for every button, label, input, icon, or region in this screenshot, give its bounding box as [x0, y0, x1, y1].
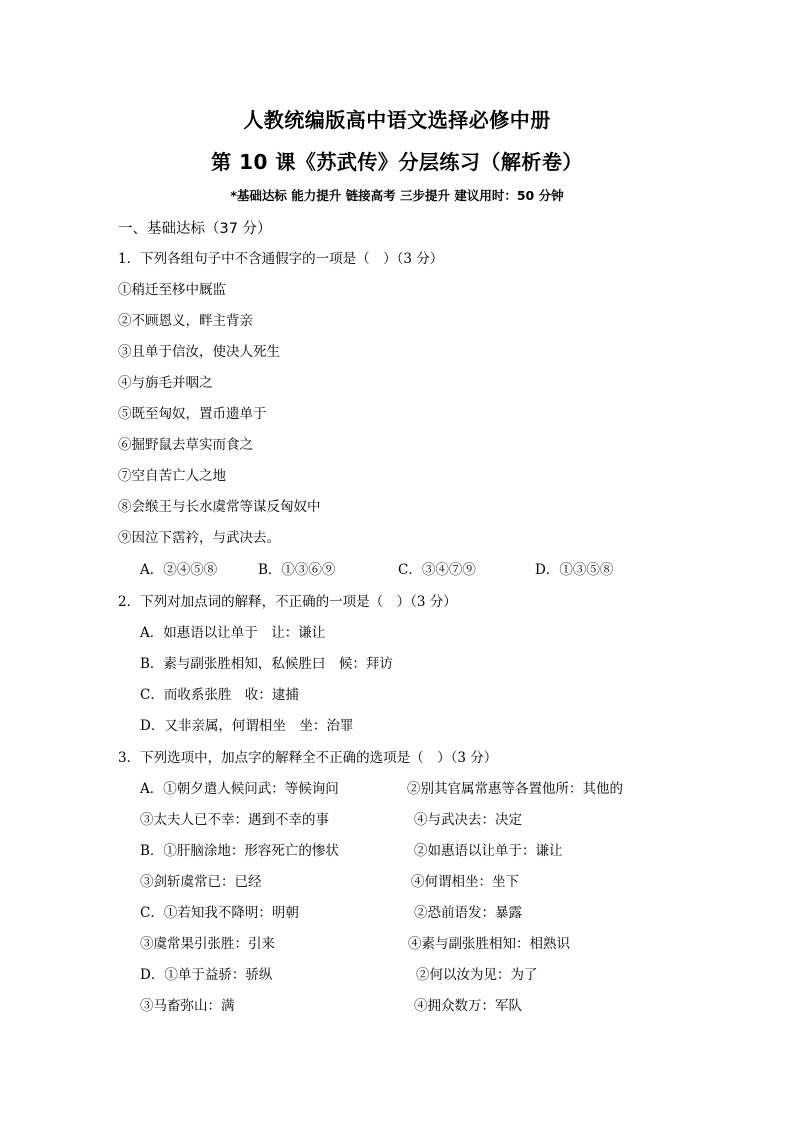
- option-row-left: A．①朝夕遣人候问武：等候询问: [140, 781, 339, 797]
- option-row-left: ③马畜弥山：满: [140, 998, 235, 1014]
- option-d: D．①③⑤⑧: [535, 562, 614, 578]
- option-row-left: ③虞常果引张胜：引来: [140, 936, 275, 952]
- option-row-right: ④素与副张胜相知：相熟识: [408, 936, 570, 952]
- list-item: ①稍迁至栘中厩监: [118, 282, 226, 298]
- option-row-right: ②别其官属常惠等各置他所：其他的: [407, 781, 623, 797]
- question-2-stem: 2．下列对加点词的解释，不正确的一项是（ ）（3 分）: [118, 594, 457, 610]
- option-row-left: ③太夫人已不幸：遇到不幸的事: [140, 812, 329, 828]
- list-item: ③且单于信汝，使决人死生: [118, 344, 280, 360]
- option-c: C．③④⑦⑨: [398, 562, 476, 578]
- option-c: C．而收系张胜 收：逮捕: [140, 687, 299, 703]
- question-3-stem: 3．下列选项中，加点字的解释全不正确的选项是（ ）（3 分）: [118, 750, 498, 766]
- document-tagline: *基础达标 能力提升 链接高考 三步提升 建议用时：50 分钟: [230, 188, 564, 203]
- option-row-right: ②恐前语发：暴露: [414, 905, 522, 921]
- list-item: ⑤既至匈奴，置币遗单于: [118, 406, 267, 422]
- option-row-right: ②何以汝为见：为了: [416, 967, 538, 983]
- option-row-right: ④与武决去：决定: [414, 812, 522, 828]
- list-item: ②不顾恩义，畔主背亲: [118, 313, 253, 329]
- section-heading: 一、基础达标（37 分）: [118, 221, 272, 237]
- option-a: A．如惠语以让单于 让：谦让: [140, 625, 326, 641]
- document-title: 人教统编版高中语文选择必修中册: [243, 108, 551, 132]
- option-b: B．素与副张胜相知，私候胜曰 候：拜访: [140, 656, 393, 672]
- list-item: ⑧会缑王与长水虞常等谋反匈奴中: [118, 499, 321, 515]
- option-a: A．②④⑤⑧: [140, 562, 218, 578]
- option-row-left: B．①肝脑涂地：形容死亡的惨状: [140, 843, 339, 859]
- list-item: ⑨因泣下霑衿，与武决去。: [118, 530, 280, 546]
- option-d: D．又非亲属，何谓相坐 坐：治罪: [140, 718, 354, 734]
- option-b: B．①③⑥⑨: [258, 562, 336, 578]
- option-row-left: D．①单于益骄：骄纵: [140, 967, 273, 983]
- option-row-left: C．①若知我不降明：明朝: [140, 905, 299, 921]
- option-row-right: ②如惠语以让单于：谦让: [414, 843, 563, 859]
- option-row-right: ④何谓相坐：坐下: [411, 874, 519, 890]
- option-row-right: ④拥众数万：军队: [414, 998, 522, 1014]
- list-item: ④与旃毛并咽之: [118, 375, 213, 391]
- document-subtitle-title: 第 10 课《苏武传》分层练习（解析卷）: [211, 150, 583, 174]
- option-row-left: ③剑斩虞常已：已经: [140, 874, 262, 890]
- list-item: ⑦空自苦亡人之地: [118, 468, 226, 484]
- list-item: ⑥掘野鼠去草实而食之: [118, 437, 253, 453]
- question-1-stem: 1．下列各组句子中不含通假字的一项是（ ）（3 分）: [118, 251, 444, 267]
